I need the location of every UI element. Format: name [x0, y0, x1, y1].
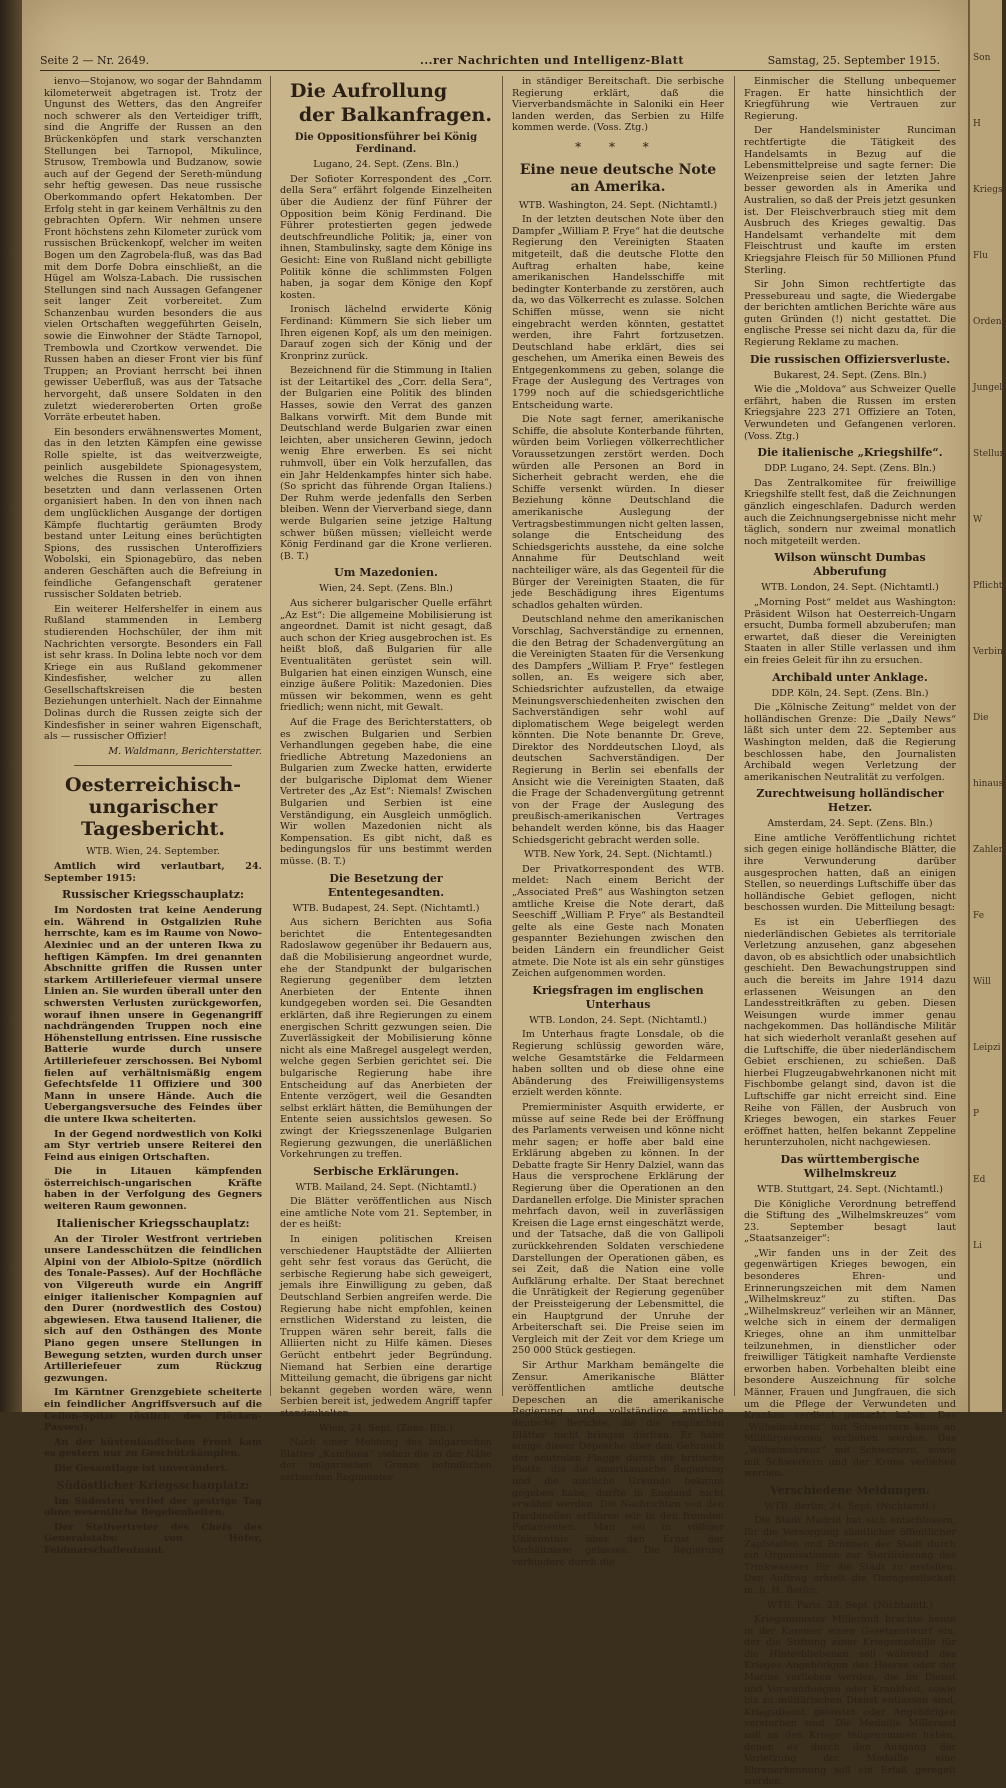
- article-headline: Oesterreichisch-ungarischer Tagesbericht.: [64, 774, 242, 841]
- article-paragraph: Ein besonders erwähnenswertes Moment, das in den letzten Kämpfen eine gewisse Rolle spielte, ist das weitverzweigte, peinlich ausgebildete Spionagesystem, welches die Russen in den von ihnen besetzten und dann verlassenen Orten organisiert haben. In den von ihnen nach dem unglücklichen Ausgange der dortigen Kämpfe fluchtartig geräumten Brody bestand unter Leitung eines berüchtigten Spions, des russischen Unteroffiziers Wobolski, ein Spionagebüro, das neben anderen Geschäften auch die Befreiung in feindliche Gefangenschaft geratener russischer Soldaten betrieb.: [44, 426, 262, 601]
- next-page-fragment: [968, 0, 1006, 1412]
- dateline: WTB. Paris, 23. Sept. (Nichtamtl.): [767, 1599, 933, 1611]
- article-paragraph: Deutschland nehme den amerikanischen Vorschlag, Sachverständige zu ernennen, die den Betrag der Schadenvergütung an die Vereinigten Staaten für die Versenkung des Dampfers „William P. Frye“ festlegen sollen, an. Es weigere sich aber, Schiedsrichter aufzustellen, da etwaige Meinungsverschiedenheiten zwischen den Sachverständigen sehr wohl auf diplomatischem Wege beigelegt werden könnten. Die Note benannte Dr. Greve, Direktor des Norddeutschen Lloyd, als deutschen Sachverständigen. Der Regierung in Berlin sei ebenfalls der Ansicht wie die Vereinigten Staaten, daß die Frage der Schadenvergütung getrennt von der Frage der Auslegung des preußisch-amerikanischen Vertrages behandelt werden könne, bis das Haager Schiedsgericht gebracht werden solle.: [512, 614, 724, 846]
- dateline: DDP. Köln, 24. Sept. (Zens. Bln.): [771, 687, 929, 699]
- spine-text: Jungel: [973, 383, 1003, 393]
- adjacent-page-edge: [0, 0, 22, 1412]
- article-paragraph: Aus sicherer bulgarischer Quelle erfährt „Az Est“: Die allgemeine Mobilisierung ist angeordnet. Damit ist nicht gesagt, daß auch schon der Krieg ausgebrochen ist. Es heißt bloß, daß Bulgarien für alle Eventualitäten gerüstet sein will. Bulgarien hat einen einzigen Wunsch, eine einzige äußere Politik: Mazedonien. Dies müssen wir bekommen, wenn es geht friedlich; wenn nicht, mit Gewalt.: [280, 597, 492, 714]
- article-paragraph: Der Sofioter Korrespondent des „Corr. della Sera“ erfährt folgende Einzelheiten über die Audienz der fünf Führer der Opposition beim König Ferdinand. Die Führer protestierten gegen jedwede deutschfreundliche Politik; ja, einer von ihnen, Stambulinsky, sagte dem Könige ins Gesicht: Eine von Rußland nicht gebilligte Politik könne die schlimmsten Folgen haben, ja sogar dem Könige den Kopf kosten.: [280, 173, 492, 301]
- article-paragraph: ienvo—Stojanow, wo sogar der Bahndamm kilometerweit abgetragen ist. Trotz der Ungunst des Wetters, das den Angreifer noch schwerer als den Verteidiger trifft, sind die Angriffe der Russen an den Brückenköpfen und stark verschanzten Stellungen bei Tarnopol, Mikulince, Strusow, Trembowla und Budzanow, sowie auch auf der Gegend der Sereth-mündung sehr heftig gewesen. Das neue russische Oberkommando opfert Hekatomben. Der Erfolg steht in gar keinem Verhältnis zu den gebrachten Opfern. Wir nehmen unsere Front höchstens zehn Kilometer zurück vom russischen Brückenkopf, welcher im weiten Bogen um den Zagrobela-fluß, was das Bad mit dem Dorfe Dobra einschließt, an die Hügel am Wolsza-Labach. Die russischen Stellungen sind nach Aussagen Gefangener seit langer Zeit vorbereitet. Zum Schanzenbau wurden besonders die aus vielen Ortschaften weggeführten Geiseln, sowie die Einwohner der Städte Tarnopol, Trembowla und Czortkow verwendet. Die Russen haben an dieser Front vier bis fünf Truppen; an Proviant herrscht bei ihnen gewisser Ueberfluß, was aus der Tatsache hervorgeht, daß unsere Soldaten in den zuletzt wiedereroberten Orten große Vorräte erbeutet haben.: [44, 76, 262, 424]
- article-headline: Verschiedene Meldungen.: [770, 1483, 930, 1497]
- spine-text: Fe: [973, 911, 985, 921]
- article-paragraph: Das Zentralkomitee für freiwillige Kriegshilfe stellt fest, daß die Zeichnungen gänzlich eingeschlafen. Dadurch werden auch die Zeichnungsergebnisse nicht mehr täglich, sondern nur zweimal monatlich noch mitgeteilt werden.: [744, 477, 956, 547]
- article-paragraph: Es ist ein Ueberfliegen des niederländischen Gebietes als territoriale Verletzung anzusehen, ganz abgesehen davon, ob es absichtlich oder unabsichtlich geschieht. Den Bewachungstruppen sind auch die bereits im Jahre 1914 dazu erlassenen Weisungen an den Landesstreitkräften zu geben. Diesen Weisungen wurde immer genau nachgekommen. Das holländische Militär hat sich wiederholt veranlaßt gesehen auf die Luftschiffe, die über niederländischem Gebiet erschienen, zu schießen. Daß hierbei Flugzeugabwehrkanonen nicht mit Fischbombe gelangt sind, davon ist die Luftschiffe gar nicht erreicht sind. Eine Reihe von Fällen, der Ausbruch von Krieges bewogen, ein starkes Feuer eröffnet hatten, helfen bekannt Zeppeline herunterzuholen, nicht nachgewiesen.: [744, 917, 956, 1149]
- spine-text: Pflicht: [973, 581, 1003, 591]
- spine-text: Son: [973, 53, 991, 63]
- dateline: WTB. Washington, 24. Sept. (Nichtamtl.): [518, 199, 718, 211]
- article-paragraph: Amtlich wird verlautbart, 24. September 1915:: [44, 861, 262, 884]
- article-headline-line2: der Balkanfragen.: [298, 104, 492, 126]
- spine-text: Die: [973, 713, 989, 723]
- article-paragraph: Der Handelsminister Runciman rechtfertigte die Tätigkeit des Handelsamts in Bezug auf die Lebensmittelpreise und sagte ferner: Die Weizenpreise seien der letzten Jahre besser geworden als in Amerika und Australien, so daß der Preis jetzt gesunken ist. Der Fleischverbrauch stieg mit dem Ausbruch des Krieges gewaltig. Das Handelsamt verhandelte mit dem Fleischtrust und kaufte im ersten Kriegsjahre Fleisch für 50 Millionen Pfund Sterling.: [744, 125, 956, 276]
- masthead-title: ...rer Nachrichten und Intelligenz-Blatt: [420, 54, 684, 67]
- article-paragraph: Kriegsminister Millerand brachte heute in der Kammer einen Gesetzentwurf ein, der die Stiftung einer Kriegsmedaille für die Hinterbliebenen soll während des Krieges Angehörigen des Heeres oder der Marine verliehen werden, die im Dienst und Verwundungen oder Krankheit, sowie bis zu militärischen Dienst entlassen sind, Kriegsdienst geleistet oder Angehörigen verstorben sind. Die Medaille Millerand soll an den Kriege teilgenommen haben, denen es durch den Ausgang der Verletzung der Medaille eine Ehrenerkennung soll ein Erlaß geregelt werden.: [744, 1614, 956, 1788]
- article-paragraph: Auf die Frage des Berichterstatters, ob es zwischen Bulgarien und Serbien Verhandlungen gegeben habe, die eine friedliche Abtretung Mazedoniens an Bulgarien zum Zwecke hatten, erwiderte der bulgarische Diplomat dem Wiener Vertreter des „Az Est“: Niemals! Zwischen Bulgarien und Serbien ist eine Verständigung, ein Ausgleich unmöglich. Wir wollen Mazedonien nicht als Kompensation. Es gibt nicht, daß es bedingungslos für uns bestimmt werden müsse. (B. T.): [280, 716, 492, 868]
- article-paragraph: Wie die „Moldova“ aus Schweizer Quelle erfährt, haben die Russen im ersten Kriegsjahre 223 271 Offiziere an Toten, Verwundeten und Gefangenen verloren. (Voss. Ztg.): [744, 384, 956, 442]
- dateline: WTB. London, 24. Sept. (Nichtamtl.): [529, 1014, 707, 1026]
- dateline: WTB. Berlin, 24. Sept. (Nichtamtl.): [764, 1500, 936, 1512]
- article-paragraph: Die „Kölnische Zeitung“ meldet von der holländischen Grenze: Die „Daily News“ läßt sich unter dem 22. September aus Washington melden, daß die Regierung beschlossen habe, den Journalisten Archibald wegen Verletzung der amerikanischen Neutralität zu verfolgen.: [744, 702, 956, 783]
- article-paragraph: Im Unterhaus fragte Lonsdale, ob die Regierung schlüssig geworden wäre, welche Gesamtstärke die Feldarmeen haben sollten und ob diese ohne eine Abänderung des Freiwilligensystems erzielt werden könnte.: [512, 1029, 724, 1099]
- dateline: WTB. Budapest, 24. Sept. (Nichtamtl.): [292, 902, 480, 914]
- dateline: WTB. New York, 24. Sept. (Nichtamtl.): [523, 849, 713, 861]
- article-paragraph: Im Kärntner Grenzgebiete scheiterte ein feindlicher Angriffsversuch auf die Cellon-Spitze (östlich des Plöcken-Passes).: [44, 1387, 262, 1434]
- spine-text: Li: [973, 1241, 982, 1251]
- article-paragraph: Bezeichnend für die Stimmung in Italien ist der Leitartikel des „Corr. della Sera“, der Bulgarien eine Politik des blinden Hasses, sowie den Verrat des ganzen Balkans vorwirft. Mit dem Bunde mit Deutschland werde Bulgarien zwar einen leichten, aber unsicheren Gewinn, jedoch wenig Ehre erwerben. Es sei nicht ruhmvoll, über ein Volk herzufallen, das ein Jahr Heldenkampfes hinter sich habe. (So spricht das führende Organ Italiens.) Der Ruhm werde jedenfalls den Serben bleiben. Wenn der Vierverband siege, dann werde Bulgarien seine jetzige Haltung schwer büßen müssen; vielleicht werde König Ferdinand gar die Krone verlieren. (B. T.): [280, 365, 492, 562]
- divider: [74, 765, 232, 766]
- section-subheading: Südöstlicher Kriegsschauplatz:: [56, 1478, 250, 1492]
- spine-text: H: [973, 119, 981, 129]
- article-paragraph: Sir John Simon rechtfertigte das Pressebureau und sagte, die Wiedergabe der berichten amtlichen Berichte wäre aus guten Gründen (!) nicht gestattet. Die englische Presse sei nicht dazu da, für die Regierung Reklame zu machen.: [744, 279, 956, 349]
- article-paragraph: in ständiger Bereitschaft. Die serbische Regierung erklärt, daß die Vierverbandsmächte in Saloniki ein Heer landen werden, das Serbien zu Hilfe kommen werde. (Voss. Ztg.): [512, 76, 724, 134]
- article-paragraph: Im Südosten verlief der gestrige Tag ohne wesentliche Begebenheiten.: [44, 1495, 262, 1519]
- article-paragraph: Einmischer die Stellung unbequemer Fragen. Er hatte hinsichtlich der Kriegführung wie Vertrauen zur Regierung.: [744, 76, 956, 122]
- spine-text: Will: [973, 977, 991, 987]
- article-paragraph: Aus sichern Berichten aus Sofia berichtet die Ententegesandten Radoslawow gegenüber ihr Bedauern aus, daß die Mobilisierung angeordnet wurde, ehe der Standpunkt der bulgarischen Regierung gegenüber dem letzten Anerbieten der Entente ihnen kundgegeben worden sei. Die Gesandten erklärten, daß ihre Regierungen zu einem energischen Schritt gezwungen seien. Die Zuverlässigkeit der Mobilisierung könne nicht als eine Maßregel ausgelegt werden, welche gegen Serbien gerichtet sei. Die bulgarische Regierung habe ihre Entscheidung auf das Anerbieten der Entente verzögert, weil die Gesandten selbst erklärt hätten, die Bemühungen der Entente seien aussichtslos gewesen. So zwingt der Kriegsszenenlage Bulgarien Regierung gezwungen, die unerläßlichen Vorkehrungen zu treffen.: [280, 917, 492, 1161]
- column-rule: [734, 76, 735, 1396]
- spine-text: W: [973, 515, 983, 525]
- article-headline: Das württembergische Wilhelmskreuz: [780, 1152, 920, 1180]
- article-paragraph: Premierminister Asquith erwiderte, er müsse auf seine Rede bei der Eröffnung des Parlaments verweisen und könne nicht mehr sagen; er hoffe aber bald eine Erklärung abgeben zu können. In der Debatte fragte Sir Henry Dalziel, wann das Haus die versprochene Erklärung der Regierung über die Operationen an den Dardanellen erfolge. Die Minister sprachen mehrfach davon, weil in zuverlässigen Kreisen die Lage ernst eingeschätzt werde, und der Tatsache, daß die von Gallipoli zurückkehrenden Soldaten verschiedene Darstellungen der Operationen gäben, es sei Zeit, daß die Nation eine volle Aufklärung erhalte. Der Staat berechnet die Unrätigkeit der Regierung gegenüber der Preissteigerung der Lebensmittel, die ein Hauptgrund der Unruhe der Arbeiterschaft sei. Die Preise seien im Vergleich mit der Zeit vor dem Kriege um 250 000 Stück gestiegen.: [512, 1101, 724, 1357]
- article-paragraph: Die Stadt Madrid hat sich entschlossen, für die Versorgung sämtlicher öffentlicher Zapfstellen und Brunnen der Stadt durch ein Organisationen zur Sterilisierung des Trinkwassers für die Stadt zu erstellen. Den Auftrag erhielt die Ozongesellschaft m. b. H. Berlin.: [744, 1515, 956, 1596]
- article-paragraph: „Morning Post“ meldet aus Washington: Präsident Wilson hat Oesterreich-Ungarn ersucht, Dumba formell abzuberufen; man erwartet, daß dieser die Vereinigten Staaten in aller Stille verlassen und ihm ein freies Geleit für ihn zu ersuchen.: [744, 596, 956, 666]
- article-headline: Serbische Erklärungen.: [313, 1164, 459, 1178]
- article-paragraph: Ein weiterer Helfershelfer in einem aus Rußland stammenden in Lemberg studierenden Hochschüler, der ihm mit Nachrichten versorgte. Besonders ein Fall ist sehr krass. In Dolina lebte noch vor dem Kriege ein aus Rußland gekommener Kindesfisher, welcher zu allen Gesellschaftskreisen die besten Beziehungen unterhielt. Nach der Einnahme Dolinas durch die Russen zeigte sich der Kindesfisher in seiner wahren Eigenschaft, als — russischer Offizier!: [44, 603, 262, 743]
- article-paragraph: Der Privatkorrespondent des WTB. meldet: Nach einem Bericht der „Associated Preß“ aus Washington setzen amtliche Kreise die Note derart, daß Seeschiff „William P. Frye“ als Bestandteil gelte als eine Geste nach Monaten gespannter Beziehungen zwischen den beiden Ländern ein freundlicher Geist atmete. Die Note ist als ein sehr günstiges Zeichen aufgenommen worden.: [512, 863, 724, 980]
- article-paragraph: „Wir fanden uns in der Zeit des gegenwärtigen Krieges bewogen, ein besonderes Ehren- und Erinnerungszeichen mit dem Namen „Wilhelmskreuz“ zu stiften. Das „Wilhelmskreuz“ verleihen wir an Männer, welche sich in einem der dermaligen Krieges, ohne an ihm unmittelbar teilzunehmen, in dienstlicher oder freiwilliger Tätigkeit namhafte Verdienste erworben haben. Vorbehalten bleibt eine besondere Auszeichnung für solche Männer, Frauen und Jungfrauen, die sich um die Pflege der Verwundeten und Kranken verdient gemacht haben. Das „Wilhelmskreuz“ mit Schwertern kann an Militärpersonen verliehen werden. Das „Wilhelmskreuz“ mit Schwertern, sowie mit Schwertern und der Krone verliehen werden.: [744, 1247, 956, 1480]
- dateline: WTB. Mailand, 24. Sept. (Nichtamtl.): [295, 1181, 477, 1193]
- spine-text: Zahlen: [973, 845, 1005, 855]
- article-headline: Eine neue deutsche Note an Amerika.: [519, 161, 717, 195]
- spine-text: Leipzi: [973, 1043, 1001, 1053]
- article-headline: Wilson wünscht Dumbas Abberufung: [774, 551, 926, 579]
- spine-text: Ed: [973, 1175, 986, 1185]
- article-paragraph: Der Stellvertreter des Chefs des Generalstabs: von Höfer, Feldmarschalleutnant.: [44, 1521, 262, 1556]
- dateline: DDP. Lugano, 24. Sept. (Zens. Bln.): [764, 463, 936, 475]
- article-paragraph: Eine amtliche Veröffentlichung richtet sich gegen einige holländische Blätter, die ihre Verwunderung darüber ausgesprochen hatten, daß an einigen Stellen, so neuerdings Luftschiffe über das holländische Gebiet geflogen, nicht beschossen wurden. Die Mitteilung besagt:: [744, 832, 956, 914]
- page-header: [40, 50, 940, 71]
- page-number: Seite 2 — Nr. 2649.: [40, 54, 150, 67]
- dateline: WTB. London, 24. Sept. (Nichtamtl.): [761, 582, 939, 594]
- article-paragraph: Im Nordosten trat keine Aenderung ein. Während in Ostgalizien Ruhe herrschte, kam es im Raume von Nowo-Alexiniec und an der unteren Ikwa zu heftigen Kämpfen. Im drei genannten Abschnitte griffen die Russen unter starkem Artilleriefeuer viermal unsere Linien an. Sie wurden überall unter den schwersten Verlusten zurückgeworfen, worauf ihnen unsere in Gegenangriff nachdrängenden Truppen noch eine Höhenstellung entrissen. Eine russische Batterie wurde durch unsere Artilleriefeuer zerschossen. Bei Nyboml fielen auf verhältnismäßig engem Gefechtsfelde 11 Offiziere und 300 Mann in unsere Hände. Auch die Uebergangsversuche des Feindes über die untere Ikwa scheiterten.: [44, 905, 262, 1125]
- column-3: [512, 76, 724, 1569]
- article-paragraph: An der küstenländischen Front kam es gestern nur zu Geschützkämpfen.: [44, 1436, 262, 1460]
- article-headline: Die italienische „Kriegshilfe“.: [757, 446, 943, 460]
- article-paragraph: Die Note sagt ferner, amerikanische Schiffe, die absolute Konterbande führten, würden beim Vorliegen völkerrechtlicher Voraussetzungen zerstört werden. Doch würden alle Personen an Bord in Sicherheit gebracht werden, ehe die Schiffe versenkt würden. In dieser Beziehung könne Deutschland die amerikanische Auslegung der Vertragsbestimmungen nicht gelten lassen, solange die Entscheidung des Schiedsgerichts ausstehe, da eine solche Annahme für Deutschland weit nachteiliger wäre, als das Gegenteil für die Bürger der Vereinigten Staaten, die für jede Beschädigung ihres Eigentums schadlos gehalten würden.: [512, 414, 724, 611]
- section-subheading: Italienischer Kriegsschauplatz:: [56, 1216, 250, 1230]
- spine-text: Kriegs: [973, 185, 1003, 195]
- spine-text: Verbint: [973, 647, 1006, 657]
- article-headline: Archibald unter Anklage.: [772, 670, 928, 684]
- dateline: Lugano, 24. Sept. (Zens. Bln.): [313, 159, 459, 171]
- section-subheading: Russischer Kriegsschauplatz:: [61, 888, 245, 902]
- dateline: WTB. Wien, 24. September.: [86, 846, 220, 858]
- article-paragraph: An der Tiroler Westfront vertrieben unsere Landesschützen die feindlichen Alpini von der Albiolo-Spitze (nördlich des Tonale-Passes). Auf der Hochfläche von Vilgereuth wurde ein Angriff einiger italienischer Kompagnien auf den Durer (nordwestlich des Costou) abgewiesen. Etwa tausend Italiener, die sich auf den Osthängen des Monte Piano gegen unsere Stellungen in Bewegung setzten, wurden durch unser Artilleriefeuer zum Rückzug gezwungen.: [44, 1233, 262, 1384]
- article-headline: Kriegsfragen im englischen Unterhaus: [532, 983, 704, 1011]
- spine-text: hinaus: [973, 779, 1004, 789]
- article-paragraph: Die Königliche Verordnung betreffend die Stiftung des „Wilhelmskreuzes“ vom 23. September besagt laut „Staatsanzeiger“:: [744, 1198, 956, 1245]
- dateline: Wien, 24. Sept. (Zens. Bln.): [319, 583, 453, 595]
- article-paragraph: In der letzten deutschen Note über den Dampfer „William P. Frye“ hat die deutsche Regierung den Vereinigten Staaten mitgeteilt, daß die deutsche Flotte den Auftrag erhalten habe, keine amerikanischen Handelsschiffe mit bedingter Konterbande zu zerstören, auch da, wo das Völkerrecht es zulasse. Solchen Schiffen müsse, wenn sie nicht eingebracht werden könnten, gestattet werden, ihre Fahrt fortzusetzen. Deutschland habe erklärt, dies sei geschehen, um Amerika einen Beweis des Entgegenkommens zu geben, solange die Frage der Auslegung des Vertrages von 1799 noch auf die schiedsgerichtliche Entscheidung warte.: [512, 214, 724, 411]
- dateline: Wien, 24. Sept. (Zens. Bln.): [319, 1422, 453, 1434]
- column-rule: [502, 76, 503, 1396]
- dateline: Amsterdam, 24. Sept. (Zens. Bln.): [767, 818, 933, 830]
- dateline: Bukarest, 24. Sept. (Zens. Bln.): [773, 369, 927, 381]
- spine-text: Orden: [973, 317, 1002, 327]
- article-headline: Die Aufrollung: [290, 80, 448, 102]
- article-paragraph: Die Blätter veröffentlichen aus Nisch eine amtliche Note vom 21. September, in der es heißt:: [280, 1196, 492, 1231]
- spine-text: Flu: [973, 251, 988, 261]
- article-headline: Die Besetzung der Ententegesandten.: [327, 871, 445, 899]
- column-4: [744, 76, 956, 1788]
- article-headline: Um Mazedonien.: [334, 566, 438, 580]
- column-1: [44, 76, 262, 1556]
- article-paragraph: In einigen politischen Kreisen verschiedener Hauptstädte der Alliierten geht sehr fest voraus das Gerücht, die serbische Regierung habe sich geweigert, jemals ihre Einwilligung zu geben, daß Deutschland Serbien angreifen werde. Die Regierung habe nicht empfohlen, keinen ernstlichen Widerstand zu leisten, die Truppen wären sehr bereit, falls die Alliierten nicht zu Hilfe kämen. Dieses Gerücht entbehrt jeder Begründung. Niemand hat Serbien eine derartige Mitteilung gemacht, die übrigens gar nicht bekannt gegeben worden wäre, wenn Serbien bereit ist, jedwedem Angriff tapfer standzuhalten.: [280, 1234, 492, 1419]
- spine-text: P: [973, 1109, 980, 1119]
- article-paragraph: Ironisch lächelnd erwiderte König Ferdinand: Kümmern Sie sich lieber um Ihren eigenen Kopf, als um den meinigen. Darauf zogen sich der König und der Kronprinz zurück.: [280, 304, 492, 362]
- article-paragraph: Die Gesamtlage ist unverändert.: [54, 1462, 229, 1474]
- article-subheading: Die Oppositionsführer bei König Ferdinand.: [294, 132, 478, 155]
- article-paragraph: In der Gegend nordwestlich von Kolki am Styr vertrieb unsere Reiterei den Feind aus einigen Ortschaften.: [44, 1128, 262, 1163]
- article-paragraph: Nach einer Meldung des bulgarischen Blattes „Kambana“ stehen die in der Nähe der bulgarischen Grenze befindlichen serbischen Regimenter: [280, 1437, 492, 1483]
- article-paragraph: Die in Litauen kämpfenden österreichisch-ungarischen Kräfte haben in der Verfolgung des Gegners weiteren Raum gewonnen.: [44, 1166, 262, 1213]
- article-paragraph: Sir Arthur Markham bemängelte die Zensur. Amerikanische Blätter veröffentlichen amtliche deutsche Depeschen an die amerikanische Regierung und vollständige amtliche deutsche Berichte, die die englischen Blätter nicht bringen dürften. Er habe einige dieser Depesche über den Gebrauch der neutralen Flagge durch die britische Flotte, die die amerikanische Regierung und die amtliche Urkunde bekannt gegeben habe, durfte in England nicht erwähnt werden. Die Nachrichten von den Dardanellen erführen wir in den fremden Parlamenten. Man sei in völliger Unkenntnis über den Ernst der Verhältnisse gelassen. Die Regierung verhindere durch die: [512, 1359, 724, 1569]
- article-headline: Zurechtweisung holländischer Hetzer.: [756, 787, 944, 815]
- spine-text: Stellun: [973, 449, 1006, 459]
- article-headline: Die russischen Offiziersverluste.: [749, 352, 951, 366]
- dateline: WTB. Stuttgart, 24. Sept. (Nichtamtl.): [757, 1183, 943, 1195]
- column-rule: [270, 76, 271, 1396]
- issue-date: Samstag, 25. September 1915.: [767, 54, 940, 67]
- author-signature: M. Waldmann, Berichterstatter.: [108, 745, 262, 757]
- column-2: [280, 76, 492, 1483]
- section-stars: * * *: [575, 139, 661, 154]
